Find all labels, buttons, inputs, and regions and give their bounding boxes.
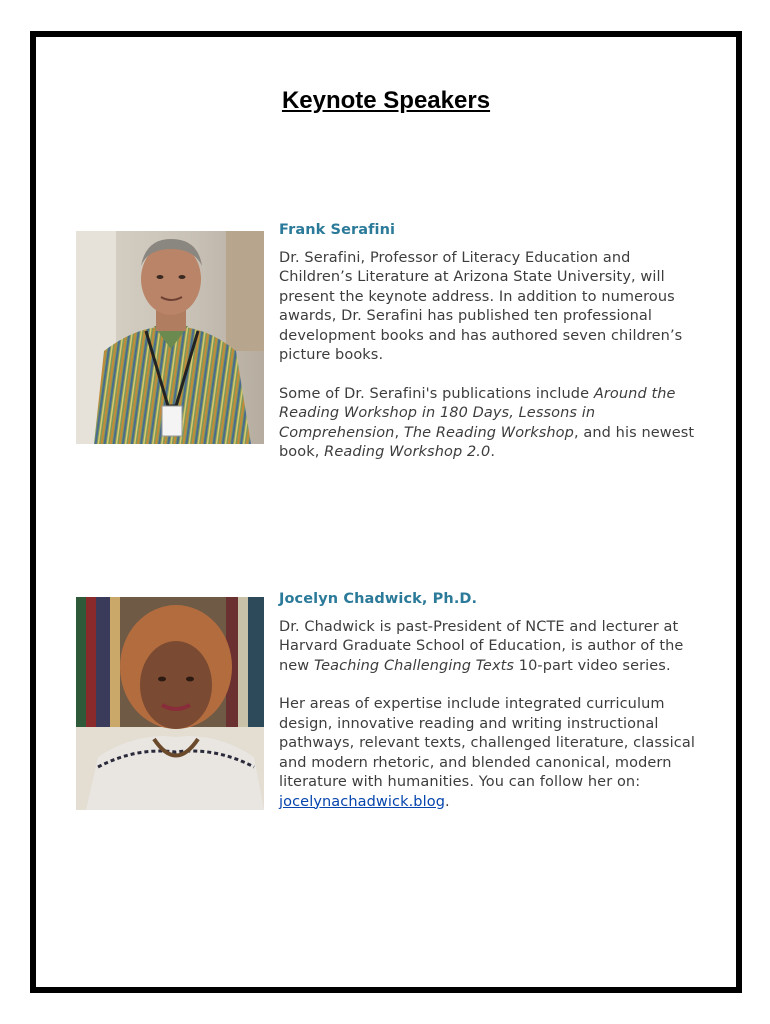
publication-title: Reading Workshop 2.0 xyxy=(324,444,491,460)
speaker-name: Jocelyn Chadwick, Ph.D. xyxy=(279,591,478,607)
publication-separator: , and his newest book, xyxy=(279,424,695,460)
expertise-text: Her areas of expertise include integrated curriculum design, innovative reading and writing instructional pathways, relevant texts, challenged literature, classical and modern rhetoric, and blended canonical, modern literature with humanities. You can follow her on: xyxy=(279,696,695,790)
speaker-text-serafini xyxy=(279,221,699,482)
publications-intro: Some of Dr. Serafini's publications include xyxy=(279,385,594,402)
bio-text: Dr. Chadwick is past-President of NCTE and lecturer at Harvard Graduate School of Education, is author of the new xyxy=(279,618,684,674)
speaker-expertise xyxy=(279,695,699,812)
speaker-bio: Dr. Serafini, Professor of Literacy Education and Children’s Literature at Arizona State University, will present the keynote address. In addition to numerous awards, Dr. Serafini has published ten professional development books and has authored seven children’s picture books. xyxy=(279,249,683,363)
speaker-text-chadwick xyxy=(279,590,699,831)
page-title: Keynote Speakers xyxy=(281,87,491,114)
bio-text: 10-part video series. xyxy=(514,657,671,674)
speaker-name: Frank Serafini xyxy=(279,222,396,238)
bio-title: Teaching Challenging Texts xyxy=(313,657,515,674)
speaker-photo-chadwick xyxy=(76,597,264,810)
publication-end: . xyxy=(490,444,496,460)
publication-title: Around the Reading Workshop in 180 Days, Lessons in Comprehension xyxy=(279,385,676,441)
speaker-bio xyxy=(279,618,699,677)
page-frame xyxy=(30,31,742,993)
speaker-photo-serafini xyxy=(76,231,264,444)
blog-link[interactable]: jocelynachadwick.blog xyxy=(279,793,446,810)
speaker-publications xyxy=(279,385,699,463)
expertise-end: . xyxy=(445,793,450,810)
publication-title: The Reading Workshop xyxy=(403,424,574,441)
publication-separator: , xyxy=(394,424,404,441)
